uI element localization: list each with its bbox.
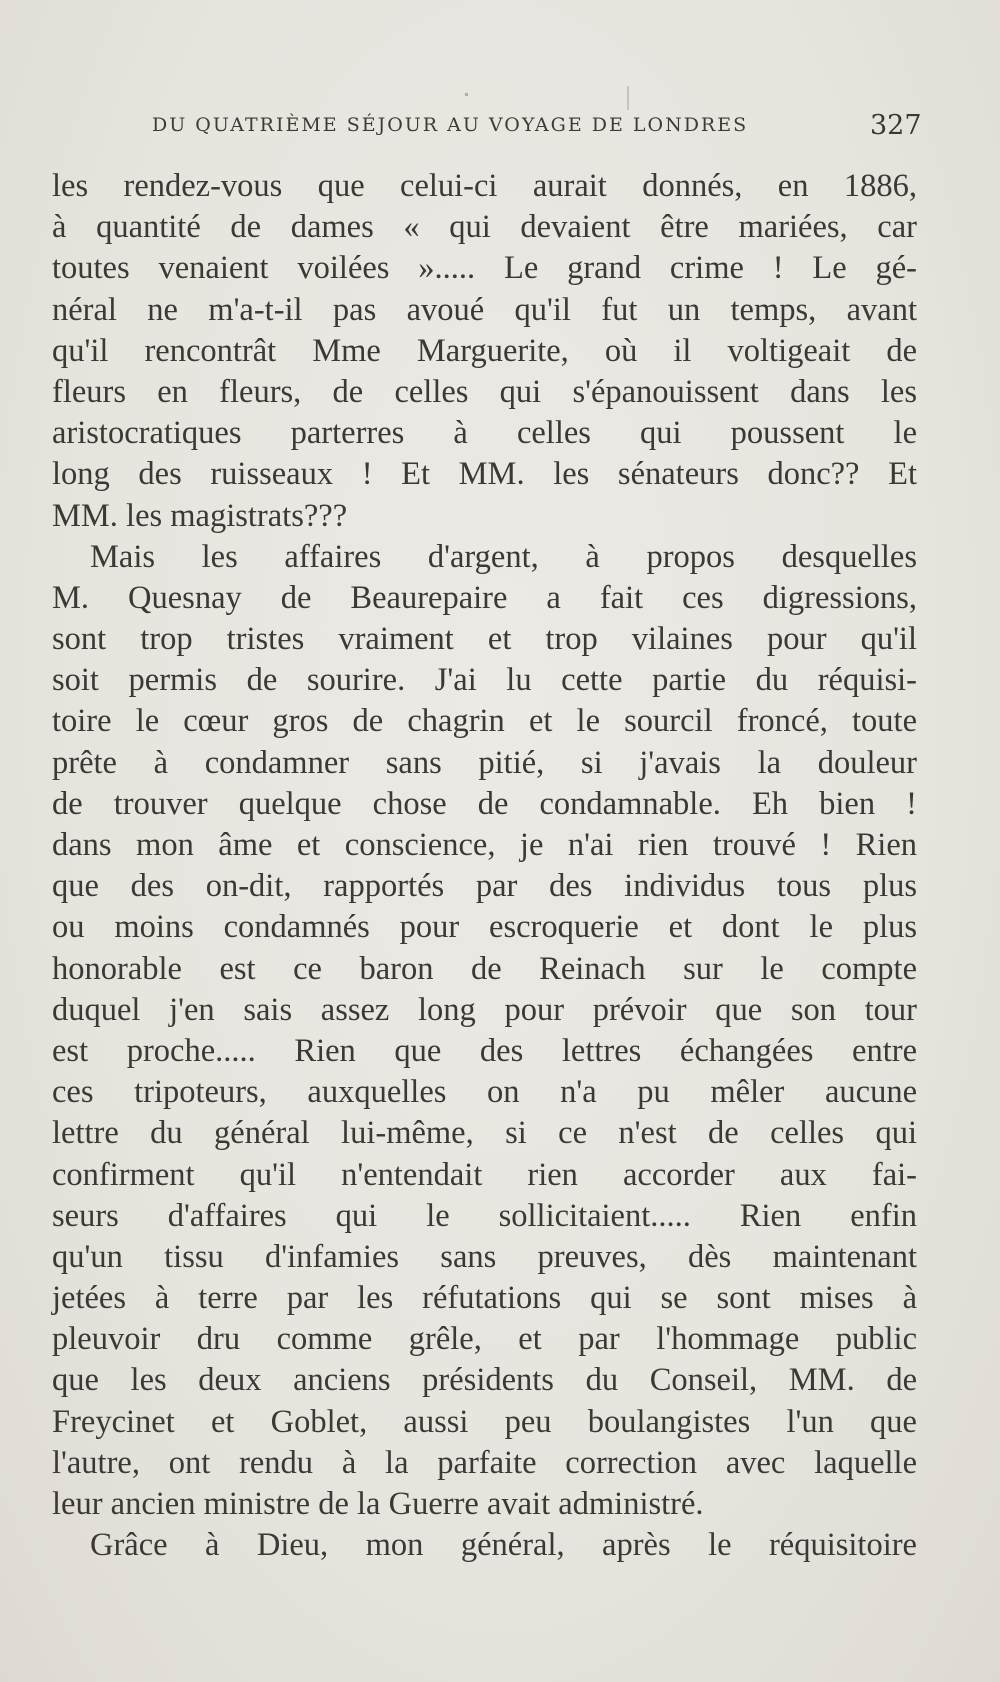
text-line: à quantité de dames « qui devaient être mariées, car	[52, 209, 917, 246]
paper-speck	[465, 93, 468, 96]
text-line: les rendez-vous que celui-ci aurait donnés, en 1886,	[52, 168, 917, 204]
text-line: fleurs en fleurs, de celles qui s'épanouissent dans les	[52, 373, 917, 410]
text-line: qu'il rencontrât Mme Marguerite, où il voltigeait de	[52, 332, 917, 369]
text-line: que des on-dit, rapportés par des individus tous plus	[52, 868, 917, 905]
text-line: duquel j'en sais assez long pour prévoir que son tour	[52, 991, 917, 1028]
text-line: toutes venaient voilées »..... Le grand crime ! Le gé-	[52, 250, 917, 287]
text-line: ces tripoteurs, auxquelles on n'a pu mêler aucune	[52, 1074, 917, 1111]
text-line: qu'un tissu d'infamies sans preuves, dès maintenant	[52, 1238, 917, 1275]
paragraph-end-line: leur ancien ministre de la Guerre avait administré.	[52, 1486, 704, 1522]
paragraph-start-line: Mais les affaires d'argent, à propos desquelles	[90, 538, 917, 575]
text-line: sont trop tristes vraiment et trop vilaines pour qu'il	[52, 621, 917, 658]
text-line: soit permis de sourire. J'ai lu cette partie du réquisi-	[52, 662, 917, 699]
text-line: que les deux anciens présidents du Conseil, MM. de	[52, 1362, 917, 1399]
text-line: dans mon âme et conscience, je n'ai rien trouvé ! Rien	[52, 827, 917, 863]
text-line: toire le cœur gros de chagrin et le sourcil froncé, toute	[52, 703, 917, 740]
text-line: ou moins condamnés pour escroquerie et dont le plus	[52, 909, 917, 946]
text-line: confirment qu'il n'entendait rien accorder aux fai-	[52, 1156, 917, 1193]
text-line: honorable est ce baron de Reinach sur le compte	[52, 950, 917, 987]
text-line: l'autre, ont rendu à la parfaite correction avec laquelle	[52, 1444, 917, 1481]
text-line: lettre du général lui-même, si ce n'est de celles qui	[52, 1115, 917, 1152]
text-line: aristocratiques parterres à celles qui poussent le	[52, 415, 917, 452]
paper-speck	[627, 86, 629, 110]
text-line: est proche..... Rien que des lettres échangées entre	[52, 1032, 917, 1069]
paragraph-start-line: Grâce à Dieu, mon général, après le réquisitoire	[90, 1527, 917, 1564]
running-head	[0, 112, 1000, 148]
paragraph-end-line: MM. les magistrats???	[52, 497, 348, 534]
text-line: jetées à terre par les réfutations qui se sont mises à	[52, 1280, 917, 1317]
text-line: pleuvoir dru comme grêle, et par l'hommage public	[52, 1321, 917, 1358]
text-line: de trouver quelque chose de condamnable. Eh bien !	[52, 785, 917, 822]
text-line: néral ne m'a-t-il pas avoué qu'il fut un temps, avant	[52, 291, 917, 328]
body-text	[52, 166, 917, 1566]
text-line: prête à condamner sans pitié, si j'avais la douleur	[52, 744, 917, 781]
running-title: DU QUATRIÈME SÉJOUR AU VOYAGE DE LONDRES	[152, 114, 749, 136]
text-line: M. Quesnay de Beaurepaire a fait ces digressions,	[52, 579, 917, 616]
text-line: long des ruisseaux ! Et MM. les sénateurs donc?? Et	[52, 456, 917, 493]
page-number: 327	[870, 110, 922, 141]
text-line: seurs d'affaires qui le sollicitaient..... Rien enfin	[52, 1197, 917, 1234]
text-line: Freycinet et Goblet, aussi peu boulangistes l'un que	[52, 1403, 917, 1440]
